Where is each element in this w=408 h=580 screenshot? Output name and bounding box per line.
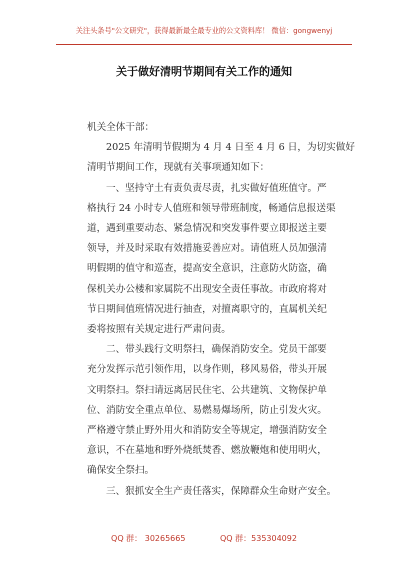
body-line: 确保安全祭扫。 — [87, 465, 155, 477]
body-line: 位、消防安全重点单位、易燃易爆场所，防止引发火灾。 — [87, 404, 327, 416]
footer-qq-group-2: QQ 群：535304092 — [220, 534, 297, 543]
body-line: 明假期的值守和巡查，提高安全意识，注意防火防盗，确 — [87, 263, 327, 275]
body-line: 清明节期间工作，现就有关事项通知如下： — [87, 162, 270, 174]
body-line: 2025 年清明节假期为 4 月 4 日至 4 月 6 日，为切实做好 — [106, 142, 355, 154]
footer-qq-group-1: QQ 群： 30265665 — [111, 534, 186, 543]
header-divider — [56, 44, 352, 45]
document-body — [87, 118, 355, 502]
body-line: 委将按照有关规定进行严肃问责。 — [87, 324, 231, 336]
body-line: 领导，并及时采取有效措施妥善应对。请值班人员加强清 — [87, 243, 327, 255]
document-title: 关于做好清明节期间有关工作的通知 — [116, 65, 292, 78]
body-line: 道，遇到重要动态、紧急情况和突发事件要立即报送主要 — [87, 223, 327, 235]
body-line: 一、坚持守土有责负责尽责，扎实做好值班值守。严 — [106, 182, 327, 194]
body-line: 三、狠抓安全生产责任落实，保障群众生命财产安全。 — [106, 485, 337, 497]
salutation: 机关全体干部： — [87, 122, 155, 133]
body-line: 格执行 24 小时专人值班和领导带班制度，畅通信息报送渠 — [87, 202, 336, 214]
promo-header-note: 关注头条号"公文研究"，获得最新最全最专业的公文资料库！ 微信：gongwenyj — [75, 26, 333, 35]
body-line: 意识，不在墓地和野外烧纸焚香、燃放鞭炮和使用明火， — [87, 445, 327, 457]
body-line: 节日期间值班情况进行抽查，对擅离职守的，直属机关纪 — [87, 303, 327, 315]
body-line: 充分发挥示范引领作用，以身作则，移风易俗，带头开展 — [87, 364, 327, 376]
body-text — [87, 138, 355, 502]
body-line: 文明祭扫。祭扫请远离居民住宅、公共建筑、文物保护单 — [87, 384, 327, 396]
footer-contacts — [0, 533, 408, 544]
body-line: 二、带头践行文明祭扫，确保消防安全。党员干部要 — [106, 344, 327, 356]
body-line: 严格遵守禁止野外用火和消防安全等规定，增强消防安全 — [87, 425, 327, 437]
body-line: 保机关办公楼和家属院不出现安全责任事故。市政府将对 — [87, 283, 327, 295]
